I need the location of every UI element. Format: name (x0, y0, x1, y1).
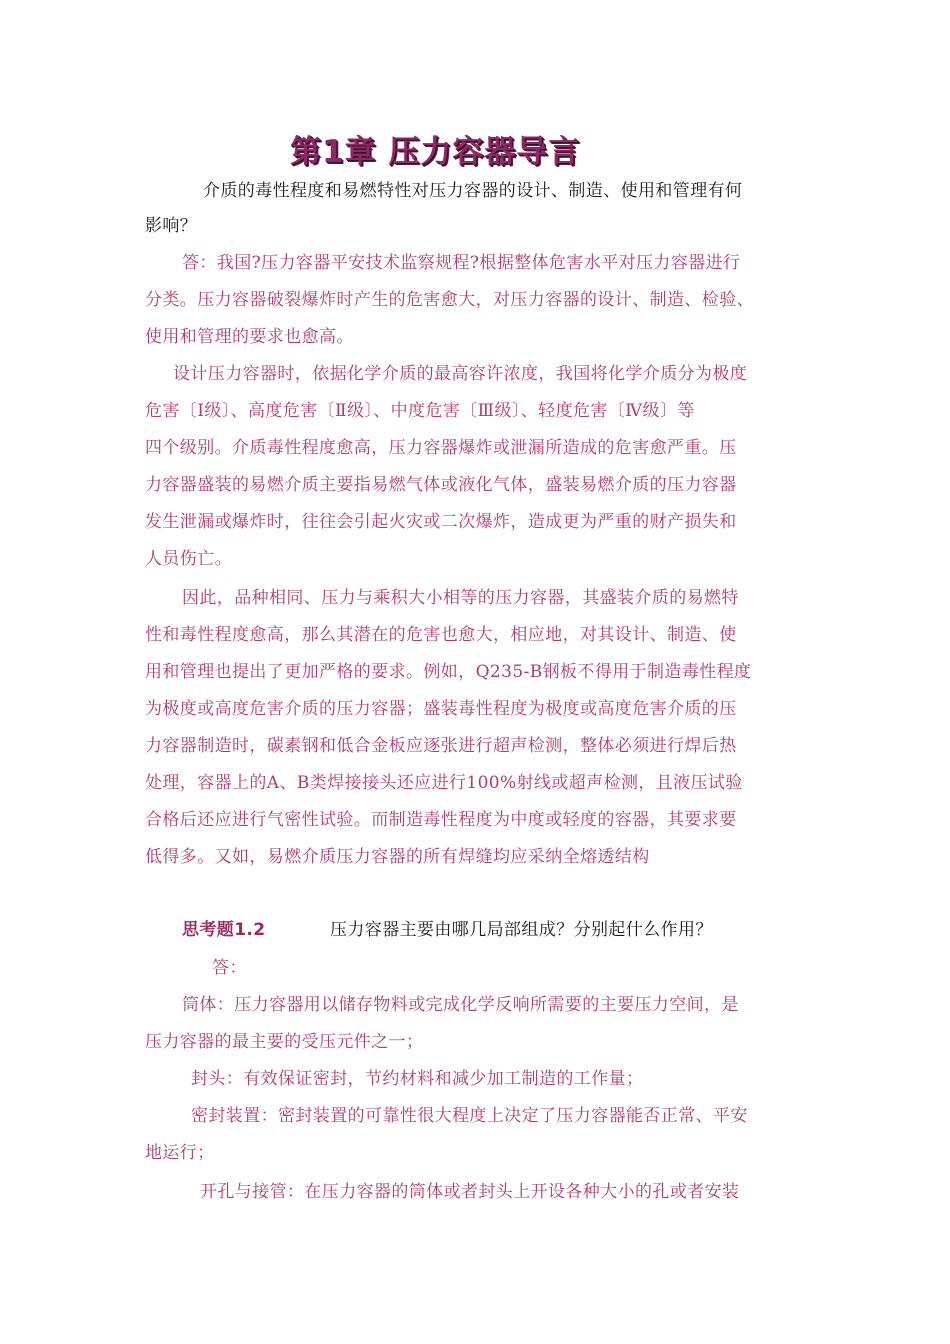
paragraph-2-line-3: 四个级别。介质毒性程度愈高，压力容器爆炸或泄漏所造成的危害愈严重。压 (145, 438, 737, 458)
paragraph-3-line-7: 合格后还应进行气密性试验。而制造毒性程度为中度或轻度的容器，其要求要 (145, 810, 737, 830)
answer-2-line-3: 封头：有效保证密封，节约材料和减少加工制造的工作量； (191, 1069, 644, 1089)
answer-2-line-1: 筒体：压力容器用以储存物料或完成化学反响所需要的主要压力空间，是 (182, 995, 739, 1015)
answer-1-line-3: 使用和管理的要求也愈高。 (145, 327, 354, 347)
question-2-text: 压力容器主要由哪几局部组成？分别起什么作用？ (330, 920, 713, 940)
paragraph-2-line-2: 危害〔Ⅰ级〕、高度危害〔Ⅱ级〕、中度危害〔Ⅲ级〕、轻度危害〔Ⅳ级〕等 (145, 401, 695, 421)
paragraph-3-line-2: 性和毒性程度愈高，那么其潜在的危害也愈大，相应地，对其设计、制造、使 (145, 625, 737, 645)
paragraph-2-line-6: 人员伤亡。 (145, 549, 232, 569)
paragraph-3-line-8: 低得多。又如，易燃介质压力容器的所有焊缝均应采纳全熔透结构 (145, 847, 650, 867)
answer-2-line-4: 密封装置：密封装置的可靠性很大程度上决定了压力容器能否正常、平安 (191, 1106, 748, 1126)
question-2-label: 思考题1.2 (182, 920, 266, 940)
answer-2-line-6: 开孔与接管：在压力容器的筒体或者封头上开设各种大小的孔或者安装 (200, 1182, 740, 1202)
answer-2-label: 答： (212, 958, 247, 978)
answer-2-line-5: 地运行； (145, 1143, 215, 1163)
answer-1-line-2: 分类。压力容器破裂爆炸时产生的危害愈大，对压力容器的设计、制造、检验、 (145, 290, 754, 310)
paragraph-3-line-5: 力容器制造时，碳素钢和低合金板应逐张进行超声检测，整体必须进行焊后热 (145, 736, 737, 756)
paragraph-3-line-1: 因此，品种相同、压力与乘积大小相等的压力容器，其盛装介质的易燃特 (182, 588, 739, 608)
question-1-line-1: 介质的毒性程度和易燃特性对压力容器的设计、制造、使用和管理有何 (203, 181, 743, 201)
paragraph-3-line-4: 为极度或高度危害介质的压力容器；盛装毒性程度为极度或高度危害介质的压 (145, 699, 737, 719)
paragraph-3-line-3: 用和管理也提出了更加严格的要求。例如，Q235-B钢板不得用于制造毒性程度 (145, 662, 752, 682)
question-1-line-2: 影响？ (145, 216, 198, 236)
paragraph-2-line-4: 力容器盛装的易燃介质主要指易燃气体或液化气体，盛装易燃介质的压力容器 (145, 475, 737, 495)
paragraph-2-line-5: 发生泄漏或爆炸时，往往会引起火灾或二次爆炸，造成更为严重的财产损失和 (145, 512, 737, 532)
answer-2-line-2: 压力容器的最主要的受压元件之一； (145, 1032, 424, 1052)
answer-1-line-1: 答：我国?压力容器平安技术监察规程?根据整体危害水平对压力容器进行 (182, 253, 741, 273)
paragraph-3-line-6: 处理，容器上的A、B类焊接接头还应进行100%射线或超声检测，且液压试验 (145, 773, 743, 793)
paragraph-2-line-1: 设计压力容器时，依据化学介质的最高容许浓度，我国将化学介质分为极度 (173, 364, 748, 384)
chapter-title: 第1章 压力容器导言 (290, 134, 581, 170)
